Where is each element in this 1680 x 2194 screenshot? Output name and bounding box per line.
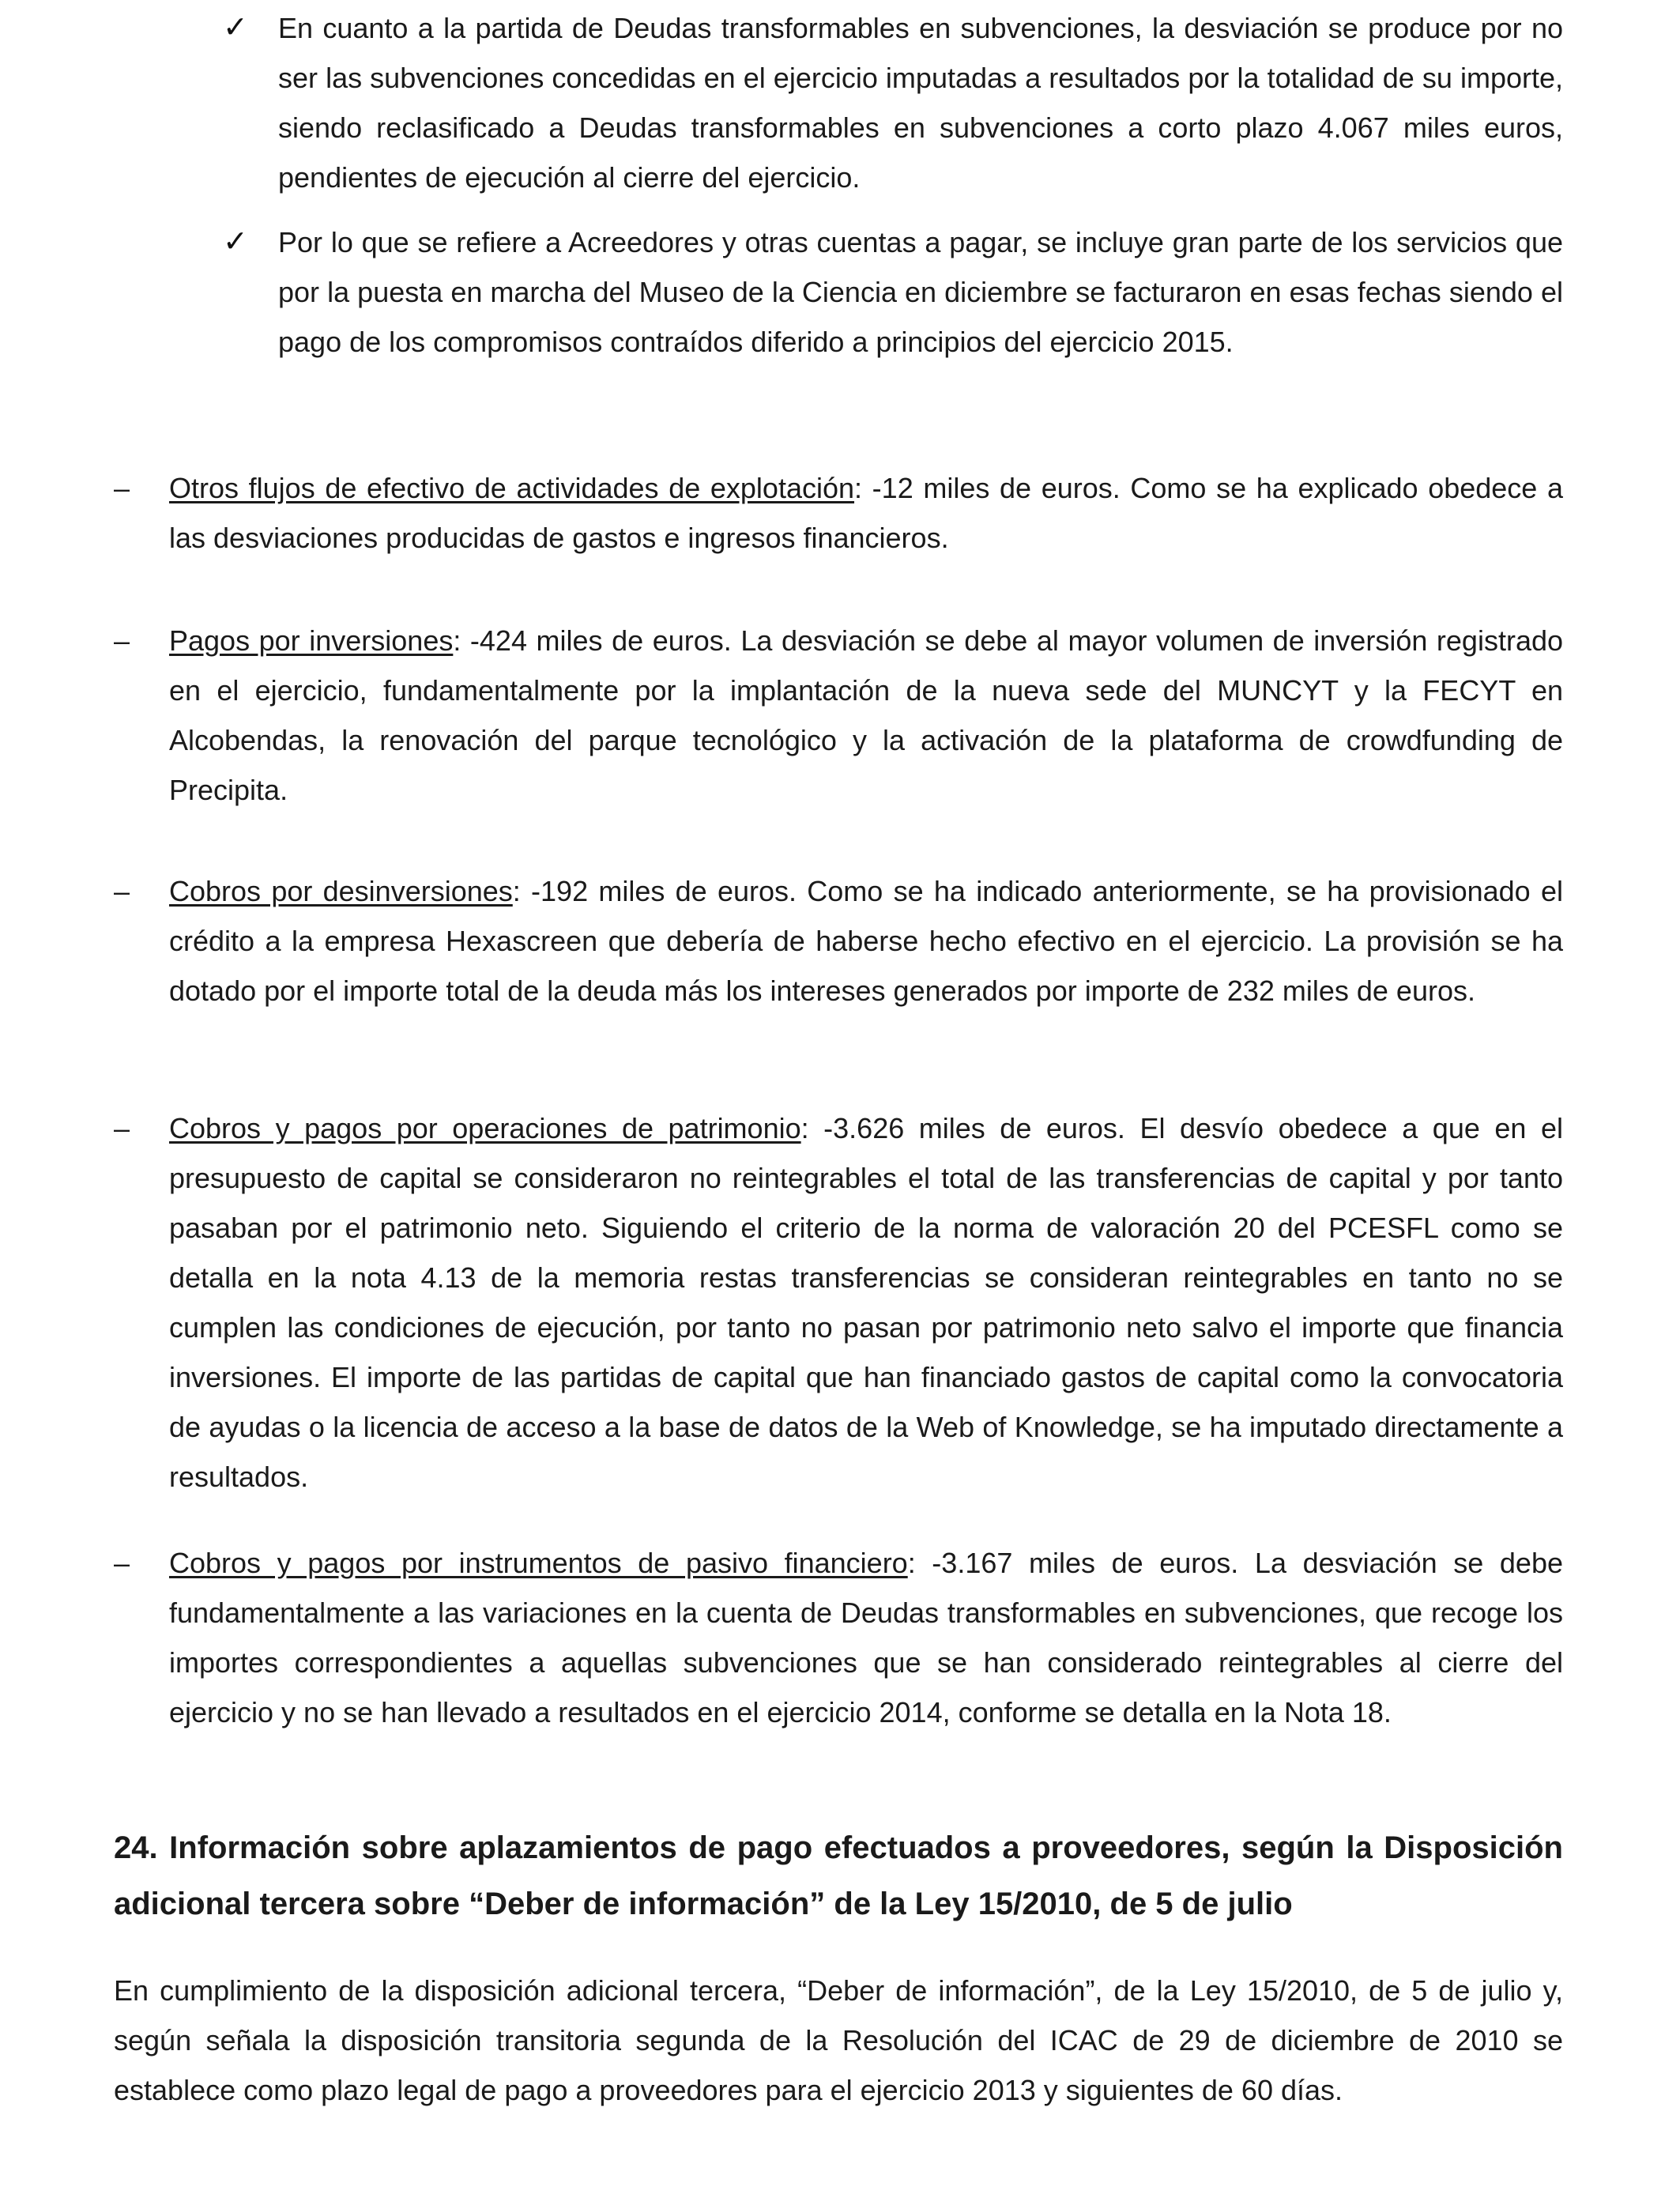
checklist-item-deudas-transformables — [223, 3, 1563, 202]
item-cobros-desinversiones — [114, 866, 1563, 1016]
checklist-item-text: Por lo que se refiere a Acreedores y otras cuentas a pagar, se incluye gran parte de los servicios que por la puesta en marcha del Museo de la Ciencia en diciembre se facturaron en esas fechas siendo el pago de los compromisos contraídos diferido a principios del ejercicio 2015. — [278, 226, 1563, 358]
item-pasivo-financiero — [114, 1538, 1563, 1737]
item-title: Cobros por desinversiones — [169, 875, 513, 907]
item-text: : -3.626 miles de euros. El desvío obedece a que en el presupuesto de capital se consideraron no reintegrables el total de las transferencias de capital y por tanto pasaban por el patrimonio neto. Siguiendo el criterio de la norma de valoración 20 del PCESFL como se detalla en la nota 4.13 de la memoria restas transferencias se consideran reintegrables en tanto no se cumplen las condiciones de ejecución, por tanto no pasan por patrimonio neto salvo el importe que financia inversiones. El importe de las partidas de capital que han financiado gastos de capital como la convocatoria de ayudas o la licencia de acceso a la base de datos de la Web of Knowledge, se ha imputado directamente a resultados. — [169, 1112, 1563, 1493]
checklist-item-text: En cuanto a la partida de Deudas transformables en subvenciones, la desviación se produce por no ser las subvenciones concedidas en el ejercicio imputadas a resultados por la totalidad de su importe, siendo reclasificado a Deudas transformables en subvenciones a corto plazo 4.067 miles euros, pendientes de ejecución al cierre del ejercicio. — [278, 12, 1563, 194]
item-text: : -3.167 miles de euros. La desviación se debe fundamentalmente a las variaciones en la cuenta de Deudas transformables en subvenciones, que recoge los importes correspondientes a aquellas subvenciones que se han considerado reintegrables al cierre del ejercicio y no se han llevado a resultados en el ejercicio 2014, conforme se detalla en la Nota 18. — [169, 1547, 1563, 1728]
dash-bullet-icon: – — [114, 875, 130, 907]
item-text: : -192 miles de euros. Como se ha indicado anteriormente, se ha provisionado el crédito a la empresa Hexascreen que debería de haberse hecho efectivo en el ejercicio. La provisión se ha dotado por el importe total de la deuda más los intereses generados por importe de 232 miles de euros. — [169, 875, 1563, 1007]
dash-bullet-icon: – — [114, 1112, 130, 1144]
checklist-item-acreedores — [223, 217, 1563, 367]
checkmark-icon: ✓ — [223, 225, 248, 258]
item-otros-flujos — [114, 463, 1563, 563]
item-pagos-inversiones — [114, 616, 1564, 815]
dash-bullet-icon: – — [114, 472, 130, 504]
item-text: : -424 miles de euros. La desviación se debe al mayor volumen de inversión registrado en el ejercicio, fundamentalmente por la implantación de la nueva sede del MUNCYT y la FECYT en Alcobendas, la renovación del parque tecnológico y la activación de la plataforma de crowdfunding de Precipita. — [169, 624, 1564, 806]
checkmark-icon: ✓ — [223, 11, 248, 44]
dash-bullet-icon: – — [114, 624, 130, 657]
item-title: Otros flujos de efectivo de actividades de explotación — [169, 472, 855, 504]
dash-bullet-icon: – — [114, 1547, 130, 1579]
item-title: Pagos por inversiones — [169, 624, 454, 657]
item-title: Cobros y pagos por instrumentos de pasivo financiero — [169, 1547, 908, 1579]
item-operaciones-patrimonio — [114, 1103, 1563, 1502]
item-title: Cobros y pagos por operaciones de patrimonio — [169, 1112, 801, 1144]
item-text: : -12 miles de euros. Como se ha explicado obedece a las desviaciones producidas de gastos e ingresos financieros. — [169, 472, 1563, 554]
section-heading: 24. Información sobre aplazamientos de pago efectuados a proveedores, según la Disposición adicional tercera sobre “Deber de información” de la Ley 15/2010, de 5 de julio — [114, 1830, 1563, 1921]
section-paragraph: En cumplimiento de la disposición adicional tercera, “Deber de información”, de la Ley 15/2010, de 5 de julio y, según señala la disposición transitoria segunda de la Resolución del ICAC de 29 de diciembre de 2010 se establece como plazo legal de pago a proveedores para el ejercicio 2013 y siguientes de 60 días. — [114, 1974, 1563, 2106]
